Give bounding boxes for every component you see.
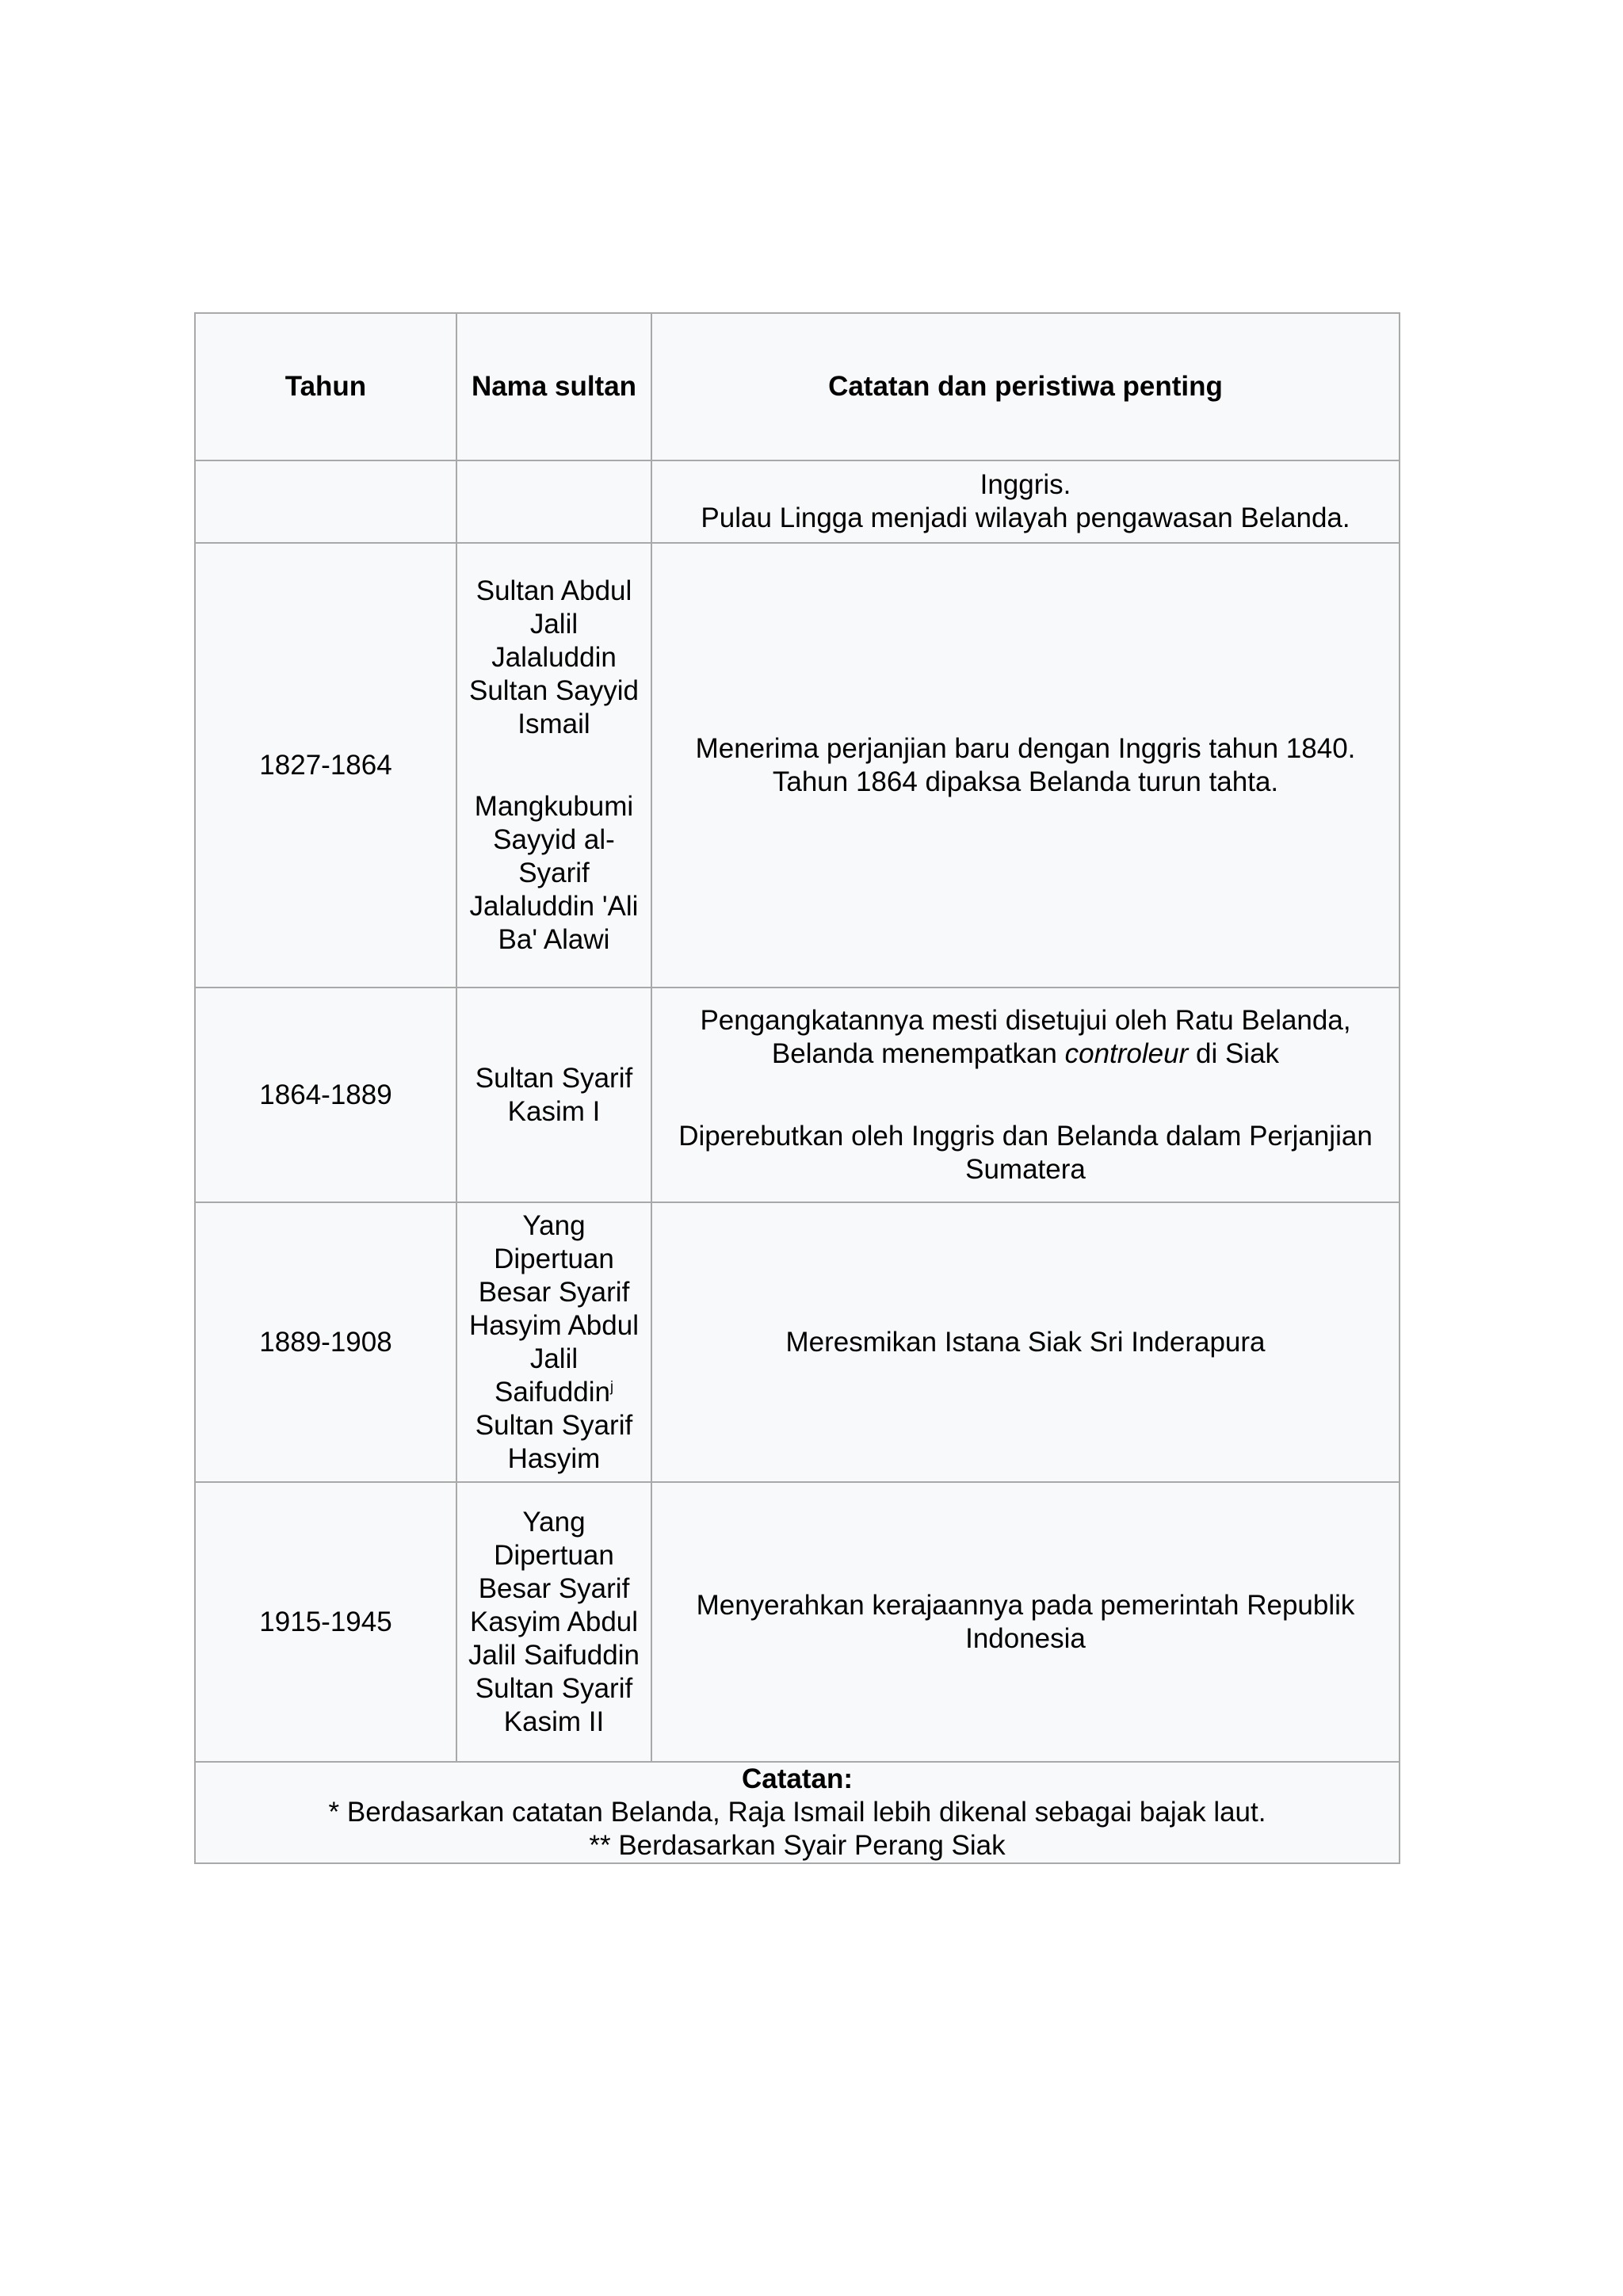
header-year: Tahun <box>195 313 456 460</box>
notes-cell <box>651 988 1400 1202</box>
note-line: Pulau Lingga menjadi wilayah pengawasan Belanda. <box>701 502 1350 533</box>
note-text: di Siak <box>1196 1037 1280 1069</box>
footnote-line: * Berdasarkan catatan Belanda, Raja Ismail lebih dikenal sebagai bajak laut. <box>328 1797 1266 1828</box>
table-row <box>195 1482 1400 1762</box>
footnote-row <box>195 1762 1400 1863</box>
note-line: Menyerahkan kerajaannya pada pemerintah Republik Indonesia <box>696 1589 1355 1654</box>
footnote-cell <box>195 1762 1400 1863</box>
note-text: Belanda menempatkan <box>771 1037 1057 1069</box>
note-italic-term: controleur <box>1064 1037 1189 1069</box>
document-page <box>194 312 1400 1864</box>
table-row <box>195 543 1400 988</box>
name-cell <box>456 988 651 1202</box>
year-cell <box>195 460 456 543</box>
sultan-name: Sultan Syarif Hasyim <box>475 1409 633 1474</box>
header-name: Nama sultan <box>456 313 651 460</box>
note-line: Diperebutkan oleh Inggris dan Belanda dalam Perjanjian Sumatera <box>678 1120 1373 1185</box>
notes-cell <box>651 1482 1400 1762</box>
table-header-row <box>195 313 1400 460</box>
name-cell <box>456 1482 651 1762</box>
sultan-name: Sultan Abdul Jalil Jalaluddin Sultan Sayyid Ismail <box>468 575 640 739</box>
header-notes: Catatan dan peristiwa penting <box>651 313 1400 460</box>
sultan-table <box>194 312 1400 1864</box>
note-line <box>663 1037 1388 1071</box>
note-line: Tahun 1864 dipaksa Belanda turun tahta. <box>772 766 1279 797</box>
sultan-name: Mangkubumi Sayyid al-Syarif Jalaluddin 'Ali Ba' Alawi <box>469 790 639 955</box>
note-line: Inggris. <box>980 469 1071 500</box>
note-line: Meresmikan Istana Siak Sri Inderapura <box>785 1326 1266 1358</box>
year-cell: 1915-1945 <box>195 1482 456 1762</box>
table-row <box>195 1202 1400 1482</box>
year-cell: 1864-1889 <box>195 988 456 1202</box>
sultan-name-text: Yang Dipertuan Besar Syarif Hasyim Abdul Jalil Saifuddin <box>469 1209 639 1408</box>
sultan-name <box>468 1209 640 1409</box>
year-cell: 1889-1908 <box>195 1202 456 1482</box>
name-cell <box>456 1202 651 1482</box>
name-cell <box>456 460 651 543</box>
sultan-name: Sultan Syarif Kasim I <box>475 1062 633 1127</box>
notes-cell <box>651 1202 1400 1482</box>
footnote-title: Catatan: <box>741 1763 854 1794</box>
note-line: Pengangkatannya mesti disetujui oleh Ratu Belanda, <box>700 1004 1351 1036</box>
note-line: Menerima perjanjian baru dengan Inggris tahun 1840. <box>695 732 1356 764</box>
notes-cell <box>651 543 1400 988</box>
table-row <box>195 460 1400 543</box>
reference-mark[interactable]: j <box>609 1377 613 1394</box>
footnote-line: ** Berdasarkan Syair Perang Siak <box>589 1830 1006 1861</box>
year-cell: 1827-1864 <box>195 543 456 988</box>
name-cell <box>456 543 651 988</box>
notes-cell <box>651 460 1400 543</box>
table-row <box>195 988 1400 1202</box>
sultan-name: Yang Dipertuan Besar Syarif Kasyim Abdul Jalil Saifuddin Sultan Syarif Kasim II <box>468 1506 640 1737</box>
